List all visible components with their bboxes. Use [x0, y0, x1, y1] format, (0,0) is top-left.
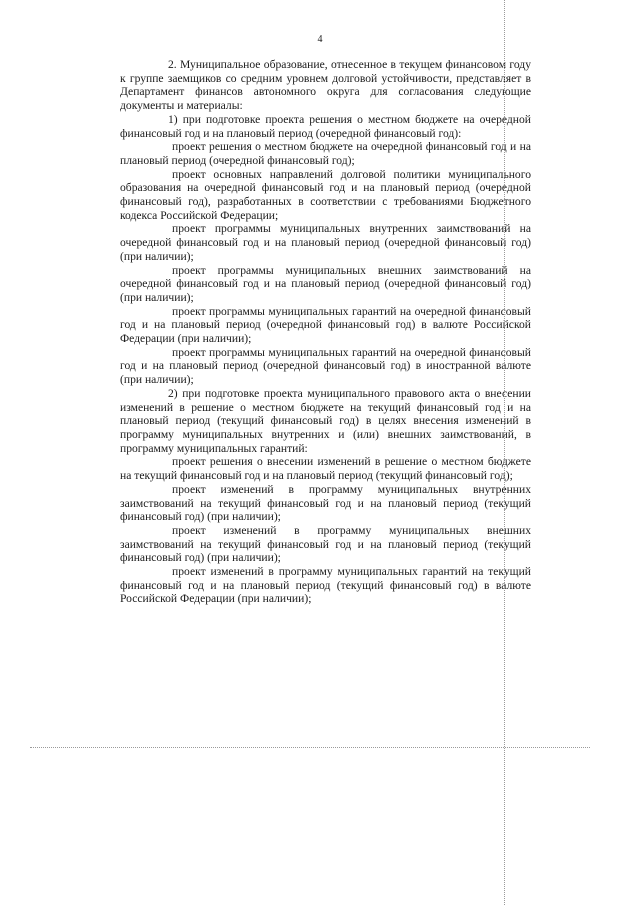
paragraph-internal-borrowings: проект программы муниципальных внутренних заимствований на очередной финансовый год и на плановый период (очередной финансовый год) (при наличии);	[120, 222, 531, 263]
document-body	[120, 58, 531, 606]
page-number: 4	[317, 34, 323, 45]
paragraph-debt-policy: проект основных направлений долговой политики муниципального образования на очередной финансовый год и на плановый период (очередной финансовый год), разработанных в соответствии с требованиями Бюджетного кодекса Российской Федерации;	[120, 167, 531, 222]
paragraph-subitem-2: 2) при подготовке проекта муниципального правового акта о внесении изменений в решение о местном бюджете на текущий финансовый год и на плановый период (текущий финансовый год) в целях внесения изменений в программу муниципальных внутренних и (или) внешних заимствований, в программу муниципальных гарантий:	[120, 386, 531, 455]
paragraph-external-borrowings: проект программы муниципальных внешних заимствований на очередной финансовый год и на плановый период (очередной финансовый год) (при наличии);	[120, 263, 531, 304]
paragraph-item-2: 2. Муниципальное образование, отнесенное в текущем финансовом году к группе заемщиков со средним уровнем долговой устойчивости, представляет в Департамент финансов автономного округа для согласования следующие документы и материалы:	[120, 58, 531, 113]
paragraph-amendment-guarantees: проект изменений в программу муниципальных гарантий на текущий финансовый год и на плановый период (текущий финансовый год) в валюте Российской Федерации (при наличии);	[120, 565, 531, 606]
vertical-dotted-guide	[504, 0, 505, 905]
paragraph-guarantees-foreign: проект программы муниципальных гарантий на очередной финансовый год и на плановый период (очередной финансовый год) в иностранной валюте (при наличии);	[120, 345, 531, 387]
paragraph-amendment-external: проект изменений в программу муниципальных внешних заимствований на текущий финансовый год и на плановый период (текущий финансовый год) (при наличии);	[120, 523, 531, 565]
paragraph-subitem-1: 1) при подготовке проекта решения о местном бюджете на очередной финансовый год и на плановый период (очередной финансовый год):	[120, 112, 531, 140]
horizontal-dotted-guide	[30, 747, 590, 748]
paragraph-amendment-draft: проект решения о внесении изменений в решение о местном бюджете на текущий финансовый год и на плановый период (текущий финансовый год);	[120, 455, 531, 483]
paragraph-guarantees-rub: проект программы муниципальных гарантий на очередной финансовый год и на плановый период (очередной финансовый год) в валюте Российской Федерации (при наличии);	[120, 304, 531, 346]
paragraph-amendment-internal: проект изменений в программу муниципальных внутренних заимствований на текущий финансовый год и на плановый период (текущий финансовый год) (при наличии);	[120, 482, 531, 524]
paragraph-budget-draft: проект решения о местном бюджете на очередной финансовый год и на плановый период (очередной финансовый год);	[120, 140, 531, 167]
